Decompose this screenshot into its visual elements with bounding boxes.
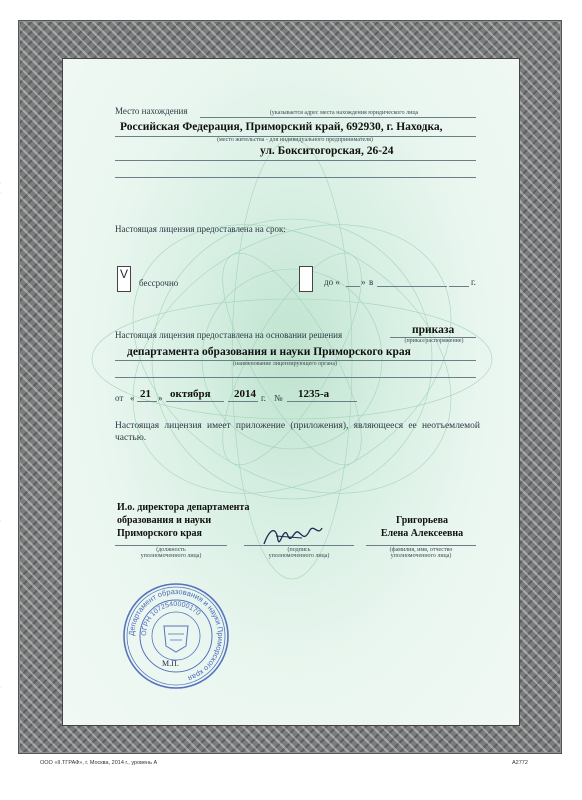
until-v: в: [369, 277, 374, 287]
seal-ring-text: Департамент образования и науки Приморского края: [126, 586, 226, 684]
name-line: [366, 545, 476, 546]
date-year: 2014: [234, 388, 256, 400]
number-line: [287, 401, 357, 402]
basis-authority: департамента образования и науки Приморского края: [127, 346, 411, 358]
until-prefix: до «: [324, 277, 340, 287]
number-sign: №: [274, 393, 283, 403]
position-line: [115, 545, 227, 546]
position-hint-2: уполномоченного лица): [140, 553, 202, 559]
date-day-line: [137, 401, 157, 402]
until-day-line: [346, 286, 360, 287]
indefinite-label: бессрочно: [139, 278, 179, 288]
location-line-4: [115, 177, 476, 178]
until-year: г.: [471, 277, 476, 287]
date-quote-open: «: [130, 393, 135, 403]
name-hint: [366, 547, 476, 559]
coat-of-arms-icon: [164, 626, 188, 652]
license-order-number: 1235-а: [298, 388, 330, 400]
location-line-1: [200, 117, 476, 118]
location-address-line1: Российская Федерация, Приморский край, 692930, г. Находка,: [120, 121, 443, 133]
term-until-checkbox: [299, 266, 313, 292]
until-year-line: [449, 286, 469, 287]
indefinite-checkbox: [117, 266, 131, 292]
date-quote-close: »: [158, 393, 163, 403]
basis-label: Настоящая лицензия предоставлена на основании решения: [115, 330, 343, 340]
date-day: 21: [140, 388, 151, 400]
appendix-text: Настоящая лицензия имеет приложение (приложения), являющееся ее неотъемлемой частью.: [115, 421, 480, 443]
date-year-suffix: г.: [261, 393, 266, 403]
signature-line: [244, 545, 354, 546]
check-mark: V: [119, 267, 128, 281]
basis-line-2: [115, 377, 476, 378]
name-hint-2: уполномоченного лица): [390, 553, 452, 559]
seal-ogrn: ОГРН 1072540000170: [140, 600, 202, 637]
name-hint-1: (фамилия, имя, отчество: [389, 547, 453, 553]
signature-hint: [244, 547, 354, 559]
date-month-line: [166, 401, 224, 402]
date-month: октября: [170, 388, 211, 400]
until-month-line: [377, 286, 447, 287]
basis-doc-hint: (приказ/распоряжение): [404, 338, 464, 344]
position-line-2: образования и науки: [117, 515, 212, 526]
basis-authority-hint: (наименование лицензирующего органа): [232, 361, 338, 367]
position-line-3: Приморского края: [117, 528, 202, 539]
location-hint-person: (место жительства - для индивидуального предпринимателя): [217, 137, 373, 143]
official-seal: [120, 580, 232, 692]
seal-mp: М.П.: [162, 659, 179, 668]
signature-hint-2: уполномоченного лица): [268, 553, 330, 559]
position-line-1: И.о. директора департамента: [117, 502, 250, 513]
signature-hint-1: (подпись: [287, 547, 311, 553]
position-hint-1: (должность: [156, 547, 186, 553]
position-hint: [115, 547, 227, 559]
term-label: Настоящая лицензия предоставлена на срок:: [115, 224, 286, 234]
location-label: Место нахождения: [115, 106, 188, 116]
signatory-name: [362, 514, 482, 540]
location-line-3: [115, 160, 476, 161]
date-year-line: [228, 401, 258, 402]
basis-doc-type: приказа: [412, 324, 455, 336]
name-line-1: Григорьева: [395, 515, 449, 526]
name-line-2: Елена Алексеевна: [380, 528, 464, 539]
date-from: от: [115, 393, 124, 403]
until-quote: »: [361, 277, 366, 287]
form-code: А2772: [512, 760, 528, 766]
location-hint-entity: (указывается адрес места нахождения юридического лица: [269, 110, 419, 116]
location-address-line2: ул. Бокситогорская, 26-24: [260, 145, 394, 157]
printer-info: ООО «II.ТГРАФ», г. Москва, 2014 г., уровень А: [40, 760, 158, 766]
